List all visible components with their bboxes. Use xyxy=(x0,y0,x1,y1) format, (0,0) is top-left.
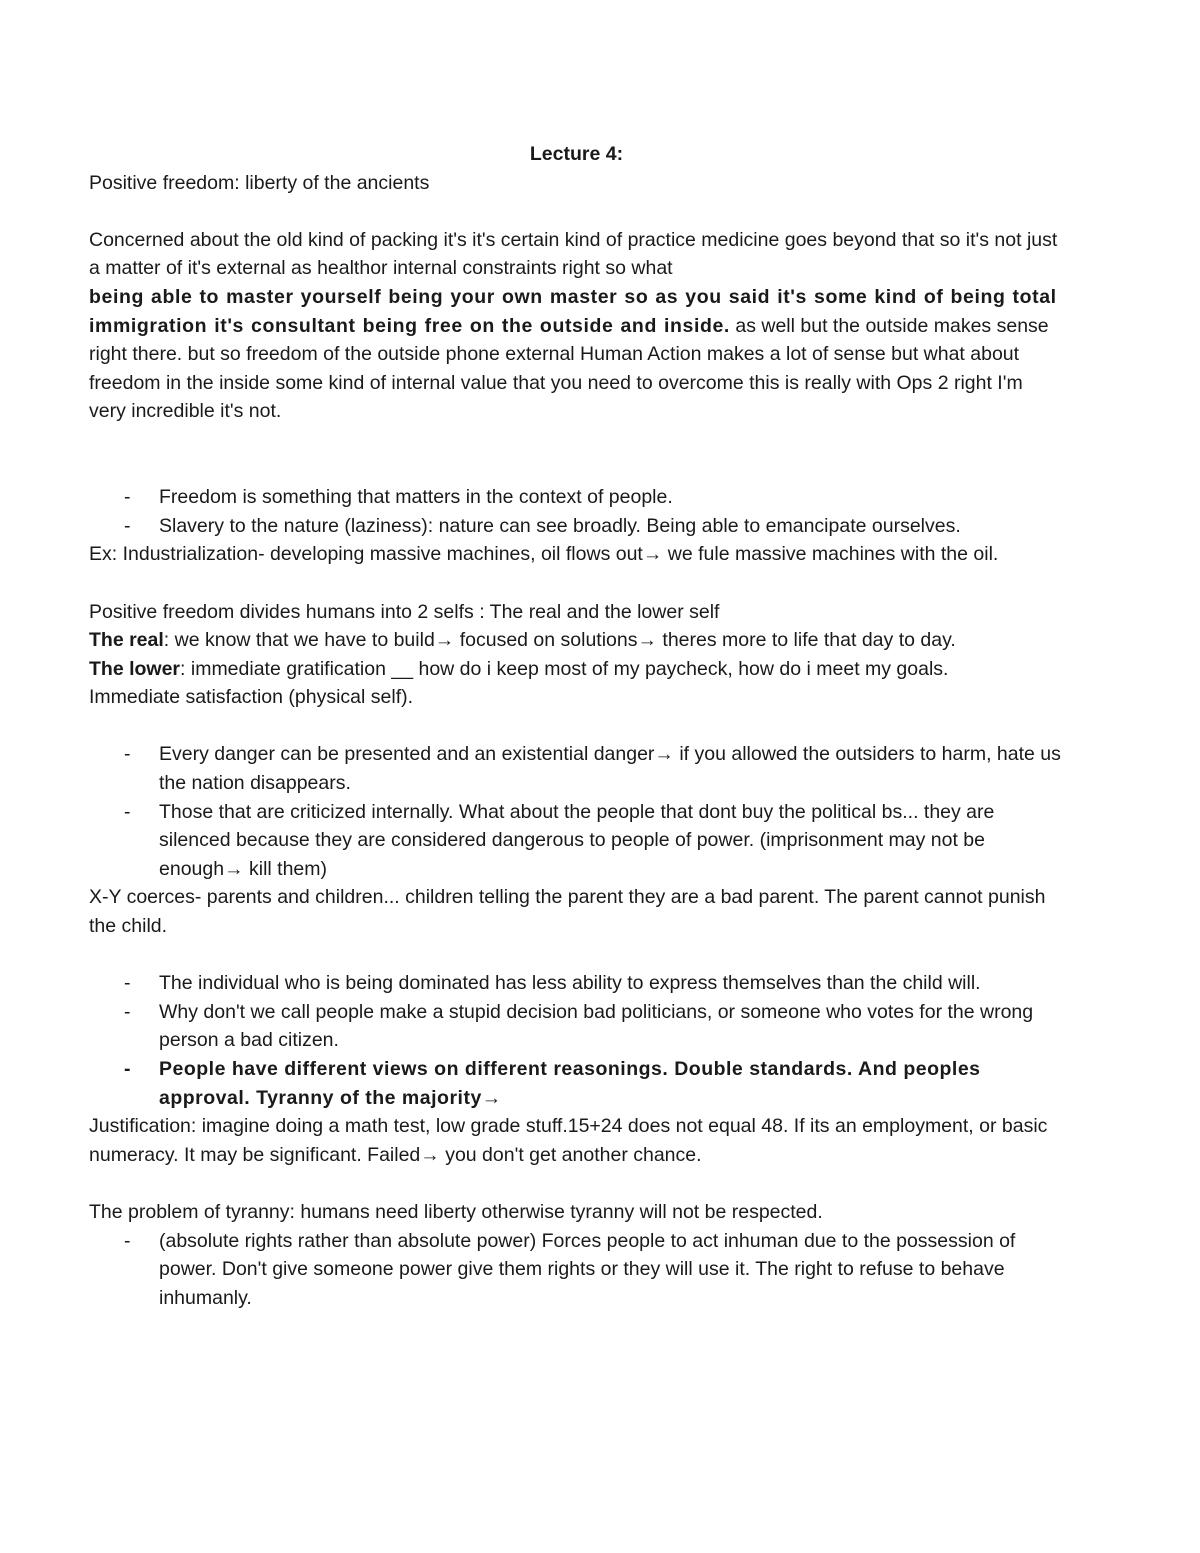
spacer xyxy=(89,569,1064,598)
spacer xyxy=(89,197,1064,226)
dash-marker: - xyxy=(124,486,131,509)
subtitle: Positive freedom: liberty of the ancients xyxy=(89,171,430,194)
list-item-bold xyxy=(89,1055,1064,1112)
lower-self-line xyxy=(89,655,1064,684)
list-item xyxy=(89,512,1064,541)
list-item-text: Those that are criticized internally. What about the people that dont buy the political bs... they are silenced because they are considered dangerous to people of power. (imprisonment may not be enough→ kill them) xyxy=(159,800,995,880)
spacer xyxy=(89,941,1064,970)
list-item-text: People have different views on different reasonings. Double standards. And peoples approval. Tyranny of the majority→ xyxy=(159,1058,981,1109)
list-item xyxy=(89,740,1064,797)
selves-intro: Positive freedom divides humans into 2 selfs : The real and the lower self xyxy=(89,600,720,623)
real-self-text: : we know that we have to build→ focused on solutions→ theres more to life that day to day. xyxy=(163,629,956,652)
dash-marker: - xyxy=(124,1000,131,1023)
list-item xyxy=(89,483,1064,512)
list-item-text: Freedom is something that matters in the context of people. xyxy=(159,486,673,509)
list-item xyxy=(89,998,1064,1055)
justification-paragraph: Justification: imagine doing a math test, low grade stuff.15+24 does not equal 48. If its an employment, or basic numeracy. It may be significant. Failed→ you don't get another chance. xyxy=(89,1115,1048,1166)
spacer xyxy=(89,426,1064,483)
immediate-satisfaction: Immediate satisfaction (physical self). xyxy=(89,686,414,709)
lower-self-text: : immediate gratification __ how do i keep most of my paycheck, how do i meet my goals. xyxy=(180,657,949,680)
tyranny-paragraph: The problem of tyranny: humans need liberty otherwise tyranny will not be respected. xyxy=(89,1200,823,1223)
dash-marker: - xyxy=(124,743,131,766)
bullet-list-1 xyxy=(89,483,1064,540)
dash-marker: - xyxy=(124,972,131,995)
list-item-text: (absolute rights rather than absolute power) Forces people to act inhuman due to the possession of power. Don't give someone power give them rights or they will use it. The right to refuse to behave inhumanly. xyxy=(159,1229,1016,1309)
list-item xyxy=(89,1227,1064,1313)
document-page xyxy=(89,140,1064,1312)
list-item-text: Slavery to the nature (laziness): nature can see broadly. Being able to emancipate ourselves. xyxy=(159,514,961,537)
example-paragraph: Ex: Industrialization- developing massive machines, oil flows out→ we fule massive machines with the oil. xyxy=(89,543,999,566)
spacer xyxy=(89,1169,1064,1198)
intro-bold-text: being able to master yourself being your own master so as you said it's some kind of being total immigration it's consultant being free on the outside and inside. xyxy=(89,285,1057,337)
lecture-title: Lecture 4: xyxy=(529,143,624,165)
list-item-text: Why don't we call people make a stupid decision bad politicians, or someone who votes for the wrong person a bad citizen. xyxy=(159,1000,1034,1052)
real-self-label: The real xyxy=(89,629,164,652)
list-item-text: The individual who is being dominated has less ability to express themselves than the child will. xyxy=(159,972,981,995)
spacer xyxy=(89,712,1064,741)
intro-rest-text: as well but the outside makes sense right there. but so freedom of the outside phone external Human Action makes a lot of sense but what about freedom in the inside some kind of internal value that you need to overcome this is really with Ops 2 right I'm very incredible it's not. xyxy=(89,314,1049,423)
bullet-list-4 xyxy=(89,1227,1064,1313)
list-item-text: Every danger can be presented and an existential danger→ if you allowed the outsiders to harm, hate us the nation disappears. xyxy=(159,743,1061,795)
bullet-list-2 xyxy=(89,740,1064,883)
list-item xyxy=(89,969,1064,998)
dash-marker: - xyxy=(124,1058,131,1080)
lower-self-label: The lower xyxy=(89,657,181,680)
dash-marker: - xyxy=(124,1229,131,1252)
dash-marker: - xyxy=(124,800,131,823)
intro-text: Concerned about the old kind of packing it's it's certain kind of practice medicine goes beyond that so it's not just a matter of it's external as healthor internal constraints right so what xyxy=(89,228,1058,280)
bullet-list-3 xyxy=(89,969,1064,1112)
dash-marker: - xyxy=(124,514,131,537)
xy-coerces-paragraph: X-Y coerces- parents and children... children telling the parent they are a bad parent. The parent cannot punish the child. xyxy=(89,886,1046,938)
real-self-line xyxy=(89,626,1064,655)
intro-paragraph xyxy=(89,226,1064,426)
list-item xyxy=(89,798,1064,884)
